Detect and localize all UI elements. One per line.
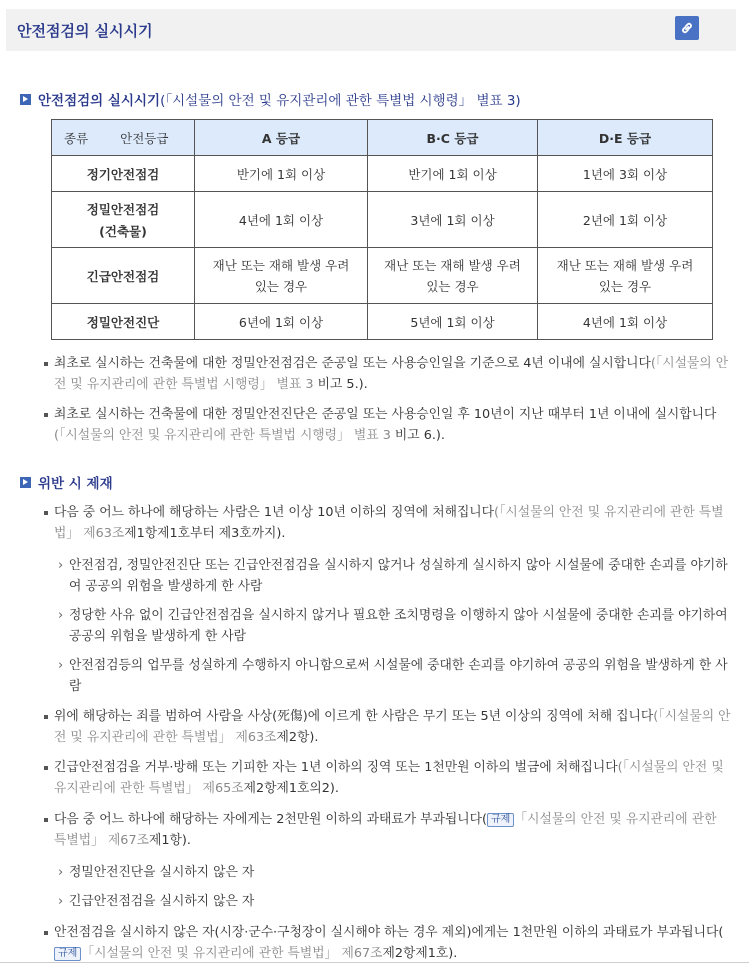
law-reference: 「시설물의 안전 및 유지관리에 관한 특별법」 제67조 bbox=[54, 812, 717, 848]
penalty-sub-text: 안전점검등의 업무를 성실하게 수행하지 아니함으로써 시설물에 중대한 손괴를 야기하여 공공의 위험을 발생하게 한 사람 bbox=[69, 658, 728, 694]
table-cell: 반기에 1회 이상 bbox=[195, 156, 368, 192]
corner-type-label: 종류 bbox=[64, 130, 89, 146]
law-reference-tail: 제2항). bbox=[276, 730, 319, 745]
law-reference-tail: 제2항제1호의2). bbox=[243, 781, 339, 796]
penalty-item bbox=[41, 757, 731, 799]
penalty-sub-item bbox=[56, 555, 731, 597]
row-header-line1: 정밀안전점검 bbox=[86, 201, 160, 217]
law-reference-tail: 제2항제1호). bbox=[382, 946, 458, 961]
law-reference: 「시설물의 안전 및 유지관리에 관한 특별법」 제67조 bbox=[81, 946, 383, 961]
table-cell: 6년에 1회 이상 bbox=[195, 304, 368, 340]
corner-grade-label: 안전등급 bbox=[120, 130, 169, 146]
table-cell: 2년에 1회 이상 bbox=[538, 192, 713, 248]
row-header: 정기안전점검 bbox=[52, 156, 195, 192]
penalty-sub-text: 안전점검, 정밀안전진단 또는 긴급안전점검을 실시하지 않거나 성실하게 실시하지 않아 시설물에 중대한 손괴를 야기하여 공공의 위험을 발생하게 한 사람 bbox=[69, 558, 728, 594]
section-bullet-icon bbox=[20, 477, 31, 488]
column-header: A 등급 bbox=[195, 120, 368, 156]
law-reference-tail: 비고 6.). bbox=[394, 428, 445, 443]
table-row bbox=[52, 156, 713, 192]
law-reference-tail: 제1항). bbox=[148, 833, 191, 848]
row-header-line2: (건축물) bbox=[99, 223, 147, 239]
cell-line1: 재난 또는 재해 발생 우려 bbox=[384, 258, 521, 273]
law-reference: (「시설물의 안전 및 유지관리에 관한 특별법」 제63조 bbox=[54, 709, 731, 745]
penalty-sub-item bbox=[56, 605, 731, 647]
table-cell: 4년에 1회 이상 bbox=[538, 304, 713, 340]
link-icon bbox=[680, 21, 694, 35]
table-cell bbox=[195, 248, 368, 304]
note-item bbox=[41, 404, 731, 446]
table-cell: 1년에 3회 이상 bbox=[538, 156, 713, 192]
section-title-text: 위반 시 제재 bbox=[38, 476, 113, 492]
note-text: 최초로 실시하는 건축물에 대한 정밀안전진단은 준공일 또는 사용승인일 후 10년이 지난 때부터 1년 이내에 실시합니다 bbox=[54, 407, 717, 422]
section-title-text: 안전점검의 실시시기 bbox=[38, 93, 161, 109]
section-bullet-icon bbox=[20, 94, 31, 105]
penalty-item bbox=[41, 706, 731, 748]
law-reference-tail: 비고 5.). bbox=[317, 377, 368, 392]
table-cell bbox=[538, 248, 713, 304]
penalty-text: 긴급안전점검을 거부·방해 또는 기피한 자는 1년 이하의 징역 또는 1천만원 이하의 벌금에 처해집니다 bbox=[54, 760, 618, 775]
regulation-tag[interactable]: 규제 bbox=[487, 813, 514, 827]
penalty-sub-text: 긴급안전점검을 실시하지 않은 자 bbox=[69, 894, 255, 909]
regulation-tag[interactable]: 규제 bbox=[54, 947, 81, 961]
table-row bbox=[52, 192, 713, 248]
table-corner-cell bbox=[52, 120, 195, 156]
penalty-item: 안전점검을 실시하지 않은 자(시장·군수·구청장이 실시해야 하는 경우 제외)에게는 1천만원 이하의 과태료가 부과됩니다(규제 「시설물의 안전 및 유지관리에 관한 특별법」 제67조제2항제1호). bbox=[41, 922, 731, 964]
penalty-sub-text: 정밀안전진단을 실시하지 않은 자 bbox=[69, 865, 255, 880]
penalty-text: 다음 중 어느 하나에 해당하는 사람은 1년 이상 10년 이하의 징역에 처해집니다 bbox=[54, 505, 495, 520]
table-header-row bbox=[52, 120, 713, 156]
row-header: 긴급안전점검 bbox=[52, 248, 195, 304]
penalty-text: 다음 중 어느 하나에 해당하는 자에게는 2천만원 이하의 과태료가 부과됩니다 bbox=[54, 812, 482, 827]
header-bar bbox=[6, 9, 736, 51]
row-header bbox=[52, 192, 195, 248]
cell-line1: 재난 또는 재해 발생 우려 bbox=[556, 258, 694, 273]
penalty-sub-item bbox=[56, 862, 731, 883]
table-row bbox=[52, 248, 713, 304]
note-text: 최초로 실시하는 건축물에 대한 정밀안전점검은 준공일 또는 사용승인일을 기준으로 4년 이내에 실시합니다 bbox=[54, 356, 651, 371]
penalty-text: 위에 해당하는 죄를 범하여 사람을 사상(死傷)에 이르게 한 사람은 무기 또는 5년 이상의 징역에 처해 집니다 bbox=[54, 709, 654, 724]
penalty-item bbox=[41, 502, 731, 544]
page-title: 안전점검의 실시시기 bbox=[17, 22, 153, 40]
table-row bbox=[52, 304, 713, 340]
penalty-sub-text: 정당한 사유 없이 긴급안전점검을 실시하지 않거나 필요한 조치명령을 이행하지 않아 시설물에 중대한 손괴를 야기하여 공공의 위험을 발생하게 한 사람 bbox=[69, 608, 728, 644]
column-header: D·E 등급 bbox=[538, 120, 713, 156]
row-header: 정밀안전진단 bbox=[52, 304, 195, 340]
cell-line2: 있는 경우 bbox=[254, 279, 308, 294]
table-cell: 4년에 1회 이상 bbox=[195, 192, 368, 248]
law-reference: (「시설물의 안전 및 유지관리에 관한 특별법」 제63조 bbox=[54, 505, 724, 541]
inspection-schedule-table bbox=[51, 119, 713, 340]
law-reference-tail: 제1항제1호부터 제3호까지). bbox=[124, 526, 286, 541]
section-title-note: (「시설물의 안전 및 유지관리에 관한 특별법 시행령」 별표 3) bbox=[160, 93, 521, 109]
cell-line2: 있는 경우 bbox=[598, 279, 652, 294]
table-cell: 5년에 1회 이상 bbox=[368, 304, 538, 340]
table-cell bbox=[368, 248, 538, 304]
section-heading-penalties bbox=[20, 472, 113, 492]
law-reference: (「시설물의 안전 및 유지관리에 관한 특별법 시행령」 별표 3 bbox=[54, 428, 395, 443]
penalty-sub-item bbox=[56, 655, 731, 697]
cell-line1: 재난 또는 재해 발생 우려 bbox=[212, 258, 350, 273]
link-button[interactable] bbox=[675, 16, 699, 40]
penalty-item: 다음 중 어느 하나에 해당하는 자에게는 2천만원 이하의 과태료가 부과됩니다( 규제 「시설물의 안전 및 유지관리에 관한 특별법」 제67조제1항). bbox=[41, 809, 731, 851]
column-header: B·C 등급 bbox=[368, 120, 538, 156]
bottom-divider bbox=[0, 962, 749, 963]
note-item bbox=[41, 353, 731, 395]
table-cell: 3년에 1회 이상 bbox=[368, 192, 538, 248]
penalty-sub-item bbox=[56, 891, 731, 912]
cell-line2: 있는 경우 bbox=[426, 279, 479, 294]
law-reference: (「시설물의 안전 및 유지관리에 관한 특별법」 제65조 bbox=[54, 760, 724, 796]
table-cell: 반기에 1회 이상 bbox=[368, 156, 538, 192]
penalty-text: 안전점검을 실시하지 않은 자(시장·군수·구청장이 실시해야 하는 경우 제외)에게는 1천만원 이하의 과태료가 부과됩니다 bbox=[54, 925, 719, 940]
law-reference: (「시설물의 안전 및 유지관리에 관한 특별법 시행령」 별표 3 bbox=[54, 356, 729, 392]
section-heading-timing bbox=[20, 89, 521, 109]
